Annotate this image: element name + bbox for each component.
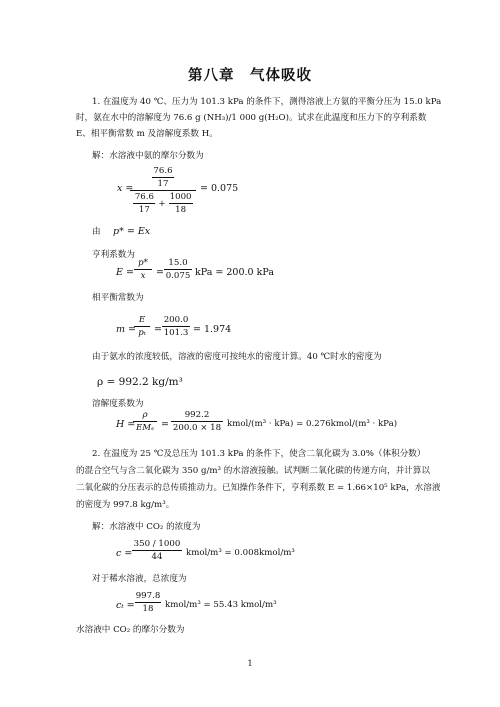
problem2-line1: 2. 在温度为 25 ℃及总压为 101.3 kPa 的条件下，使含二氧化碳为 3.0%（体积分数）: [92, 449, 426, 459]
m-mid: =: [154, 324, 162, 335]
x-lhs: x =: [117, 183, 134, 194]
m-den2: 101.3: [163, 328, 189, 338]
x-den-a-num: 76.6: [134, 192, 154, 202]
c-num: 350 / 1000: [133, 539, 181, 549]
dilute-label: 对于稀水溶液，总浓度为: [92, 574, 187, 584]
x-num-num: 76.6: [153, 166, 173, 176]
m-num: E: [138, 315, 146, 325]
problem1-line2: 时，氨在水中的溶解度为 76.6 g (NH₃)/1 000 g(H₂O)。试求在此温度和压力下的亨利系数: [76, 113, 427, 123]
problem1-line1: 1. 在温度为 40 ℃、压力为 101.3 kPa 的条件下，测得溶液上方氨的平衡分压为 15.0 kPa: [92, 97, 442, 107]
c-den: 44: [151, 552, 163, 562]
ct-result: kmol/m³ = 55.43 kmol/m³: [165, 600, 277, 610]
ct-fraction: [135, 591, 161, 614]
E-mid: =: [156, 267, 164, 278]
x-den-a-den: 17: [138, 205, 150, 215]
x-result: = 0.075: [200, 183, 239, 194]
problem2-line2: 的混合空气与含二氧化碳为 350 g/m³ 的水溶液接触。试判断二氧化碳的传递方向，并计算以: [76, 466, 430, 476]
x-den-b-num: 1000: [169, 192, 192, 202]
H-den2: 200.0 × 18: [172, 423, 222, 433]
mole-fraction-label: 水溶液中 CO₂ 的摩尔分数为: [76, 625, 185, 635]
x-fraction: [130, 166, 196, 215]
H-num: ρ: [142, 410, 148, 420]
E-fraction-2: [164, 258, 192, 281]
H-mid: =: [161, 419, 169, 430]
c-lhs: c =: [116, 548, 133, 559]
E-result: kPa = 200.0 kPa: [195, 267, 274, 278]
p2-solution-intro: 解：水溶液中 CO₂ 的浓度为: [92, 522, 201, 532]
m-lhs: m =: [116, 324, 136, 335]
m-fraction-2: [162, 315, 190, 338]
henry-label: 亨利系数为: [92, 250, 135, 260]
ct-den: 18: [142, 604, 154, 614]
problem2-line3: 二氧化碳的分压表示的总传质推动力。已知操作条件下，亨利系数 E = 1.66×10⁵ kPa，水溶液: [76, 483, 441, 493]
E-lhs: E =: [116, 267, 134, 278]
E-fraction-1: [134, 258, 152, 281]
m-fraction-1: [134, 315, 150, 338]
rho-equation: ρ = 992.2 kg/m³: [97, 376, 183, 388]
problem1-line3: E、相平衡常数 m 及溶解度系数 H。: [76, 129, 218, 139]
H-label: 溶解度系数为: [92, 399, 144, 409]
E-num2: 15.0: [168, 258, 188, 268]
x-num-den: 17: [157, 179, 169, 189]
chapter-title: 第八章 气体吸收: [188, 68, 312, 84]
H-num2: 992.2: [184, 410, 210, 420]
E-den2: 0.075: [165, 271, 191, 281]
m-den: pₜ: [138, 328, 146, 338]
ct-num: 997.8: [135, 591, 161, 601]
x-plus: +: [158, 198, 166, 209]
H-fraction-1: [133, 410, 157, 433]
m-result: = 1.974: [193, 324, 232, 335]
m-num2: 200.0: [163, 315, 189, 325]
x-den-b-den: 18: [175, 205, 187, 215]
c-fraction: [132, 539, 182, 562]
c-result: kmol/m³ = 0.008kmol/m³: [186, 548, 295, 558]
problem2-line4: 的密度为 997.8 kg/m³。: [76, 500, 175, 510]
from-label: 由: [92, 227, 101, 237]
p1-solution-intro: 解：水溶液中氨的摩尔分数为: [92, 151, 204, 161]
page-number: 1: [247, 659, 253, 668]
H-result: kmol/(m³ · kPa) = 0.276kmol/(m³ · kPa): [227, 419, 398, 429]
density-note: 由于氨水的浓度较低，溶液的密度可按纯水的密度计算。40 ℃时水的密度为: [92, 352, 382, 362]
E-den: x: [140, 271, 146, 281]
from-equation: p* = Ex: [113, 226, 151, 237]
H-lhs: H =: [116, 419, 136, 430]
H-fraction-2: [171, 410, 223, 433]
H-den: EMₛ: [136, 423, 154, 433]
ct-lhs: cₜ =: [116, 600, 135, 611]
E-num: p*: [138, 258, 148, 268]
m-label: 相平衡常数为: [92, 293, 144, 303]
